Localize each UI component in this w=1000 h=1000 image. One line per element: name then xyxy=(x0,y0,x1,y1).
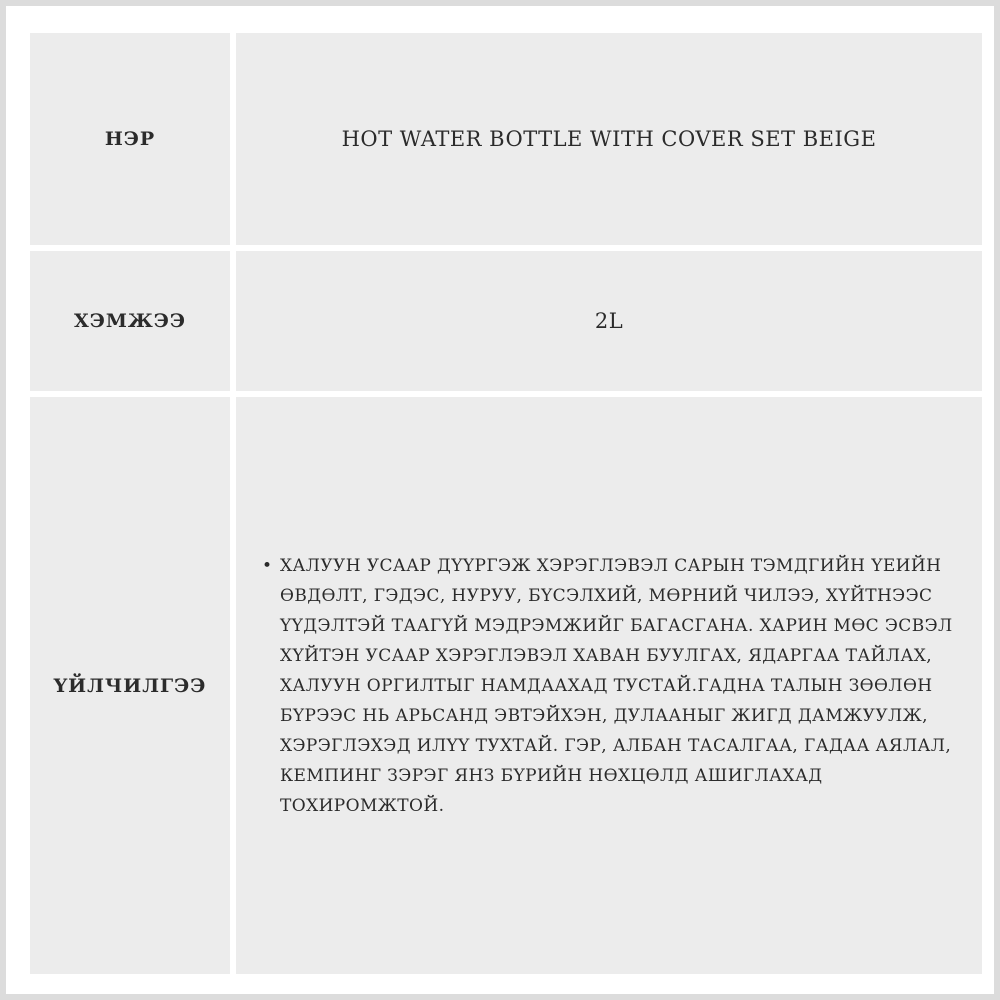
benefits-cell xyxy=(236,397,982,974)
product-info-card xyxy=(6,6,994,994)
list-item xyxy=(262,551,972,821)
bullet-icon: • xyxy=(262,555,273,576)
size-value: 2L xyxy=(236,251,982,391)
benefits-label: ҮЙЛЧИЛГЭЭ xyxy=(30,397,230,974)
product-spec-table xyxy=(30,33,982,974)
name-value: HOT WATER BOTTLE WITH COVER SET BEIGE xyxy=(236,33,982,245)
size-label: ХЭМЖЭЭ xyxy=(30,251,230,391)
benefits-text: ХАЛУУН УСААР ДҮҮРГЭЖ ХЭРЭГЛЭВЭЛ САРЫН ТЭМДГИЙН ҮЕИЙН ӨВДӨЛТ, ГЭДЭС, НУРУУ, БҮСЭЛХИЙ, МӨРНИЙ ЧИЛЭЭ, ХҮЙТНЭЭС ҮҮДЭЛТЭЙ ТААГҮЙ МЭДРЭМЖИЙГ БАГАСГАНА. ХАРИН МӨС ЭСВЭЛ ХҮЙТЭН УСААР ХЭРЭГЛЭВЭЛ ХАВАН БУУЛГАХ, ЯДАРГАА ТАЙЛАХ, ХАЛУУН ОРГИЛТЫГ НАМДААХАД ТУСТАЙ.ГАДНА ТАЛЫН ЗӨӨЛӨН БҮРЭЭС НЬ АРЬСАНД ЭВТЭЙХЭН, ДУЛААНЫГ ЖИГД ДАМЖУУЛЖ, ХЭРЭГЛЭХЭД ИЛҮҮ ТУХТАЙ. ГЭР, АЛБАН ТАСАЛГАА, ГАДАА АЯЛАЛ, КЕМПИНГ ЗЭРЭГ ЯНЗ БҮРИЙН НӨХЦӨЛД АШИГЛАХАД ТОХИРОМЖТОЙ. xyxy=(280,555,953,816)
name-label: НЭР xyxy=(30,33,230,245)
benefits-list xyxy=(262,551,972,821)
